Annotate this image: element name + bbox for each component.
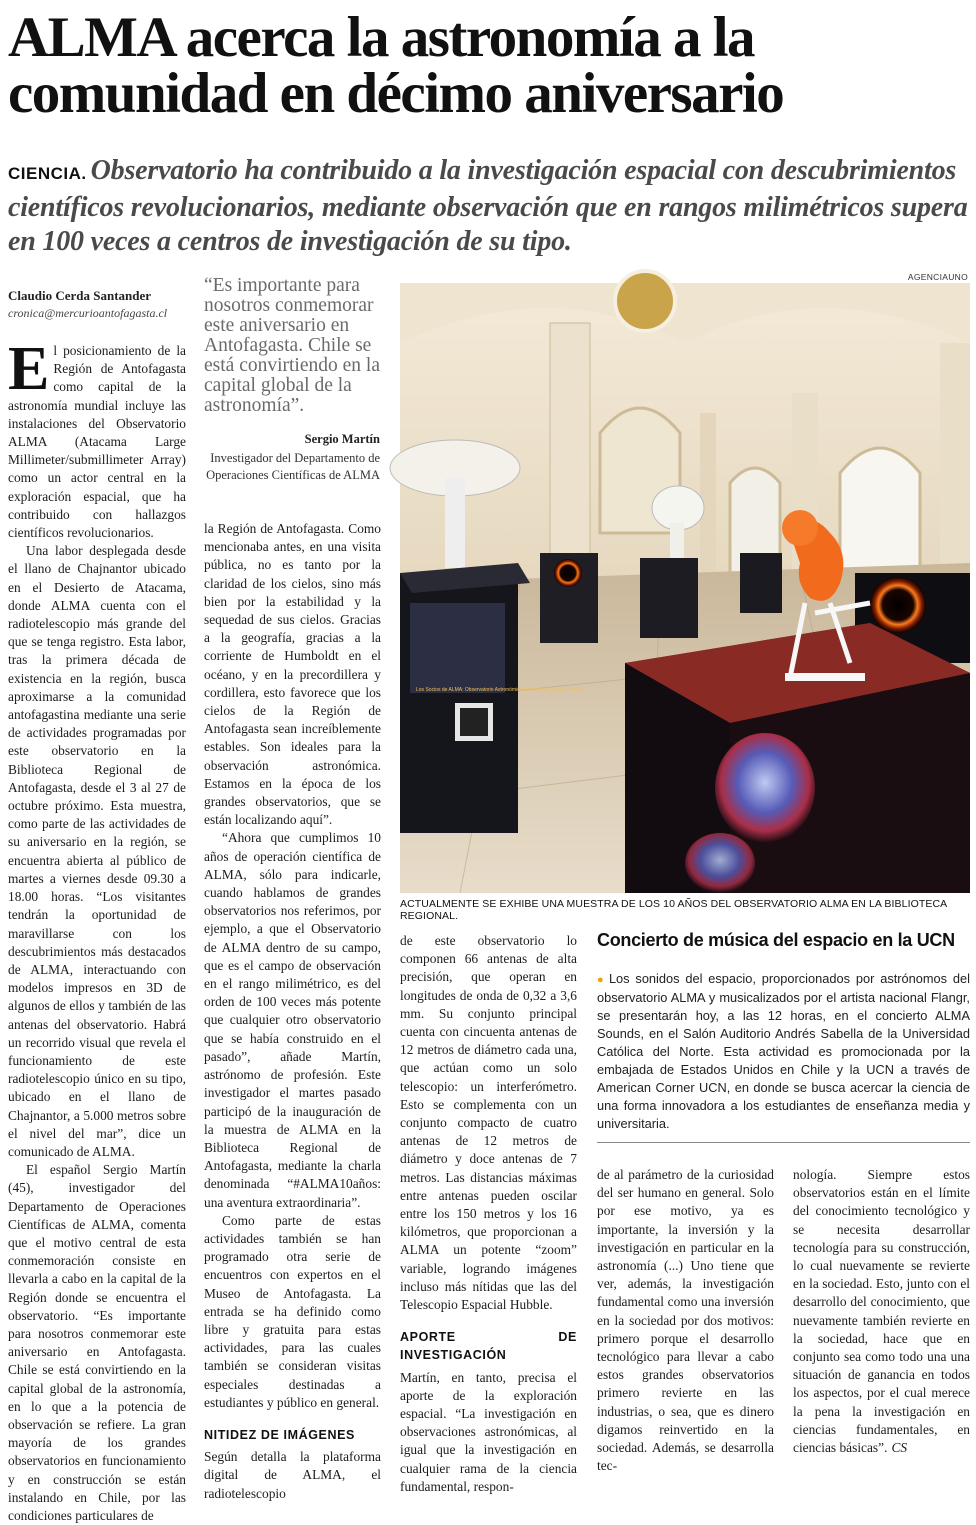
article-paragraph: nología. Siempre estos observatorios están en el límite del conocimiento tecnológico y se necesita desarrollar tecnología para su construcción, lo cual nuevamente se revierte en la sociedad. Esto, junto con el desarrollo del conocimiento, que nuevamente también revierte en la sociedad, hace que en conjunto sea como todo una una situación de ganancia en todos los aspectos, por el cual merece la pena la investigación en ciencias fundamentales, en ciencias básicas”. CS (793, 1167, 970, 1456)
article-paragraph: El español Sergio Martín (45), investigador del Departamento de Operaciones Científicas de ALMA, comenta que el motivo central de esta conmemoración consiste en llevarla a cabo en la capital de la Región donde se encuentra el observatorio. “Es importante para nosotros conmemorar este aniversario en Antofagasta. Chile se está convirtiendo en la capital global de la astronomía, en lo que a la potencia de observación se refiere. La gran mayoría de los grandes observatorios en funcionamiento y en construcción se están instalando en Chile, por las condiciones particulares de (8, 1162, 186, 1523)
article-column-4 (597, 1166, 774, 1474)
deck (8, 154, 968, 259)
sidebar-divider (597, 1142, 970, 1143)
pull-quote-author: Sergio Martín (304, 432, 380, 446)
panel-caption: Los Socios de ALMA: Observatorio Astronómico Nacional de Japón (NAOJ) (416, 687, 584, 693)
article-column-2 (204, 520, 381, 1501)
article-paragraph: Como parte de estas actividades también se han programado otra serie de encuentros con expertos en el Museo de Antofagasta. La entrada se ha definido como libre y gratuita para estas actividades, para las cuales también se consideran visitas especiales destinadas a estudiantes y público en general. (204, 1212, 381, 1410)
subhead: APORTE DE INVESTIGACIÓN (400, 1330, 577, 1363)
article-paragraph: El posicionamiento de la Región de Antofagasta como capital de la astronomía mundial incluye las instalaciones del Observatorio ALMA (Atacama Large Millimeter/submillimeter Array) como un actor central en la exploración espacial, que ha contribuido con hallazgos científicos revolucionarios. (8, 335, 186, 541)
article-paragraph: de al parámetro de la curiosidad del ser humano en general. Solo por ese motivo, ya es importante, la inversión y la investigación en particular en la astronomía (...) Uno tiene que ver, además, la investigación fundamental como una inversión en la sociedad por dos motivos: primero porque el desarrollo tecnológico para llevar a cabo estos grandes observatorios primero revierte en las industrias, o sea, que es dinero digamos reinvertido en la sociedad. Además, se desarrolla tec- (597, 1167, 774, 1474)
headline: ALMA acerca la astronomía a la comunidad en décimo aniversario (8, 6, 784, 125)
photo-caption: ACTUALMENTE SE EXHIBE UNA MUESTRA DE LOS 10 AÑOS DEL OBSERVATORIO ALMA EN LA BIBLIOTECA REGIONAL. (400, 898, 947, 922)
orange-bullet-icon: ● (597, 974, 606, 986)
article-paragraph: Martín, en tanto, precisa el aporte de la exploración espacial. “La investigación en observaciones astronómicas, al igual que la investigación en cualquier rama de la ciencia fundamental, respon- (400, 1369, 577, 1494)
article-paragraph: de este observatorio lo componen 66 antenas de alta precisión, que operan en longitudes de onda de 0,32 a 3,6 mm. Su conjunto principal cuenta con cincuenta antenas de 12 metros de diámetro cada una, que actúan como un solo telescopio: un interferómetro. Esto se complementa con un conjunto compacto de cuatro antenas de 12 metros de diámetro y doce antenas de 7 metros. Las distancias máximas entre antenas pueden oscilar entre los 150 metros y los 16 kilómetros, que proporcionan a ALMA un potente “zoom” variable, logrando imágenes incluso más nítidas que las del Telescopio Espacial Hubble. (400, 933, 577, 1313)
article-paragraph: “Ahora que cumplimos 10 años de operación científica de ALMA, sólo para indicarle, cuando hablamos de grandes observatorios nos referimos, por ejemplo, a que el Observatorio de ALMA dentro de su campo, que es el campo de observación en el rango milimétrico, es del orden de 100 veces más potente que cualquier otro observatorio que se había construido en el pasado”, añade Martín, astrónomo de profesión. Este investigador el martes pasado participó de la inauguración de la muestra de ALMA en la Biblioteca Regional de Antofagasta, mediante la charla denominada “#ALMA10años: una aventura extraordinaria”. (204, 830, 381, 1210)
pull-quote: “Es importante para nosotros conmemorar este aniversario en Antofagasta. Chile se está convirtiendo en la capital global de la astronomía”. (204, 275, 380, 416)
article-paragraph: la Región de Antofagasta. Como mencionaba antes, en una visita pública, no es tanto por la claridad de los cielos, sino más bien por la estabilidad y la sequedad de sus cielos. Gracias a la geografía, gracias a la corriente de Humboldt en el océano, y en la precordillera y cordillera, esto favorece que los cielos de la Región de Antofagasta sean increíblemente estables. Son ideales para la observación astronómica. Estamos en la época de los grandes observatorios, que se están localizando aquí”. (204, 521, 381, 828)
drop-cap: E (8, 335, 50, 403)
byline-email: cronica@mercurioantofagasta.cl (8, 306, 168, 320)
section-kicker: CIENCIA. (8, 164, 87, 183)
sidebar-text: Los sonidos del espacio, proporcionados por astrónomos del observatorio ALMA y musicalizados por el artista nacional Flangr, se presentarán hoy, a las 12 horas, en el concierto ALMA Sounds, en el Salón Auditorio Andrés Sabella de la Universidad Católica del Norte. Esta actividad es promocionada por la embajada de Estados Unidos en Chile y la UCN a través de American Corner UCN, en donde se busca acercar la ciencia de una forma innovadora a los estudiantes de enseñanza media y universitaria. (597, 971, 970, 1131)
deck-text: Observatorio ha contribuido a la investigación espacial con descubrimientos científicos revolucionarios, mediante observación que en rangos milimétricos supera en 100 veces a centros de investigación de su tipo. (8, 155, 968, 257)
article-column-5 (793, 1166, 970, 1456)
article-column-3 (400, 932, 577, 1494)
article-paragraph: Una labor desplegada desde el llano de Chajnantor ubicado en el Desierto de Atacama, donde ALMA cuenta con el radiotelescopio más grande del que se tenga registro. Esta labor, tras la primera década de existencia en la región, busca aproximarse a la comunidad antofagastina mediante una serie de actividades programadas por este observatorio en la Biblioteca Regional de Antofagasta, desde el 3 al 27 de octubre próximo. Esta muestra, como parte de las actividades de su aniversario en la región, se encuentra abierta al público de martes a viernes desde 09.30 a 18.00 horas. “Los visitantes tendrán la oportunidad de maravillarse con los descubrimientos más destacados de ALMA, interactuando con modelos impresos en 3D de algunos de ellos y también de las antenas del observatorio. Habrá un recorrido visual que revela el funcionamiento de este radiotelescopio único en su tipo, ubicado en el llano de Chajnantor, a 5.000 metros sobre el nivel del mar”, dice un comunicado de ALMA. (8, 543, 186, 1159)
exhibition-photo-illustration (400, 283, 970, 893)
sidebar-title: Concierto de música del espacio en la UCN (597, 930, 955, 950)
exhibition-photo (400, 283, 970, 893)
pull-quote-role: Investigador del Departamento de Operaciones Científicas de ALMA (206, 451, 380, 482)
sidebar-text-block (597, 970, 970, 1133)
end-mark: CS (891, 1440, 908, 1456)
byline-author: Claudio Cerda Santander (8, 288, 152, 303)
subhead: NITIDEZ DE IMÁGENES (204, 1427, 355, 1442)
article-column-1 (8, 335, 186, 1523)
article-paragraph: Según detalla la plataforma digital de ALMA, el radiotelescopio (204, 1449, 381, 1501)
photo-credit: AGENCIAUNO (907, 272, 968, 282)
